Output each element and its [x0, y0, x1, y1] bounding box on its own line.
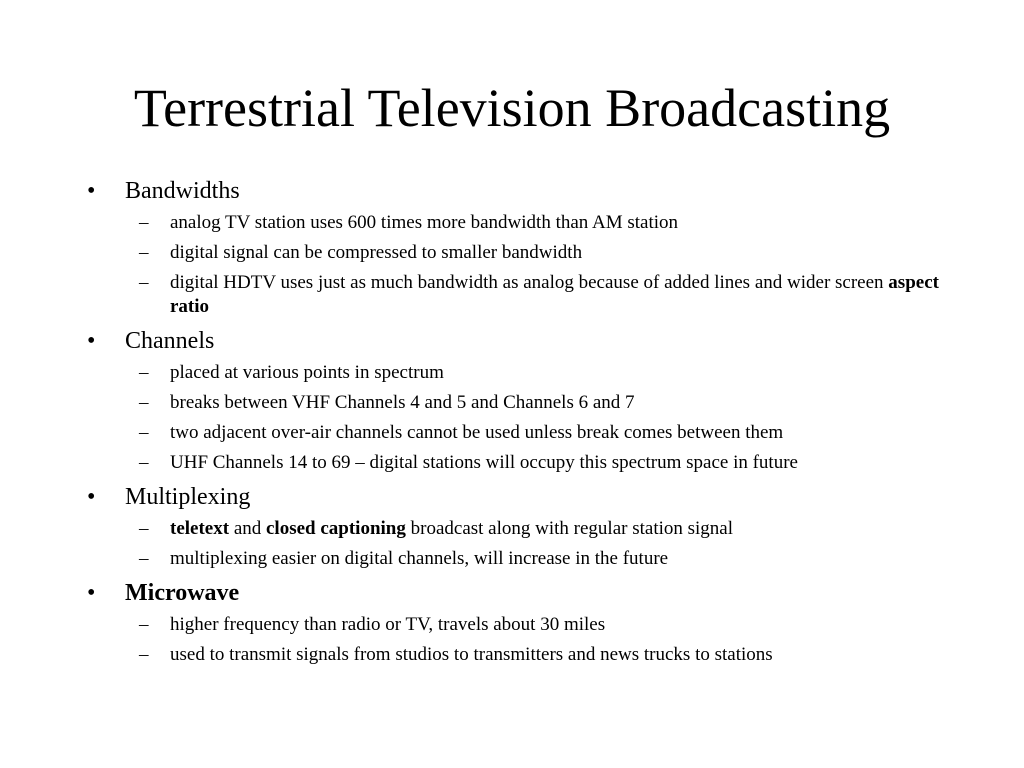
sub-bullet-item — [125, 547, 947, 571]
sub-bullet-item — [125, 613, 947, 637]
sub-bullet-item — [125, 517, 947, 541]
dash-marker: – — [139, 518, 149, 539]
bullet-label: Bandwidths — [125, 178, 240, 204]
sub-bullet-item — [125, 643, 947, 667]
bullet-item — [87, 326, 947, 475]
sub-bullet-text: higher frequency than radio or TV, travels about 30 miles — [170, 614, 606, 635]
bullet-label: Channels — [125, 328, 215, 354]
sub-bullet-item — [125, 421, 947, 445]
sub-bullet-text: analog TV station uses 600 times more bandwidth than AM station — [170, 212, 679, 233]
bullet-marker: • — [87, 580, 96, 606]
dash-marker: – — [139, 422, 149, 443]
sub-bullet-text: breaks between VHF Channels 4 and 5 and Channels 6 and 7 — [170, 392, 635, 413]
sub-bullet-emphasis: aspect ratio — [170, 272, 939, 317]
bullet-marker: • — [87, 328, 96, 354]
bullet-list — [87, 176, 947, 667]
sub-bullet-item — [125, 271, 947, 319]
slide-title: Terrestrial Television Broadcasting — [133, 78, 891, 138]
sub-bullet-list — [125, 211, 947, 319]
sub-bullet-text: digital signal can be compressed to smaller bandwidth — [170, 242, 583, 263]
sub-bullet-text: UHF Channels 14 to 69 – digital stations will occupy this spectrum space in future — [170, 452, 798, 473]
sub-bullet-list — [125, 361, 947, 475]
bullet-item — [87, 482, 947, 571]
bullet-item — [87, 176, 947, 319]
sub-bullet-text: broadcast along with regular station signal — [405, 518, 734, 539]
sub-bullet-item — [125, 211, 947, 235]
dash-marker: – — [139, 548, 149, 569]
sub-bullet-emphasis: closed captioning — [266, 518, 406, 539]
sub-bullet-item — [125, 361, 947, 385]
bullet-item — [87, 578, 947, 667]
sub-bullet-list — [125, 613, 947, 667]
dash-marker: – — [139, 242, 149, 263]
sub-bullet-list — [125, 517, 947, 571]
dash-marker: – — [139, 272, 149, 293]
sub-bullet-item — [125, 451, 947, 475]
sub-bullet-item — [125, 391, 947, 415]
sub-bullet-emphasis: teletext — [170, 518, 230, 539]
bullet-label: Microwave — [125, 580, 240, 606]
dash-marker: – — [139, 452, 149, 473]
bullet-marker: • — [87, 484, 96, 510]
sub-bullet-text: used to transmit signals from studios to transmitters and news trucks to stations — [170, 644, 773, 665]
dash-marker: – — [139, 362, 149, 383]
sub-bullet-text: two adjacent over-air channels cannot be used unless break comes between them — [170, 422, 784, 443]
dash-marker: – — [139, 644, 149, 665]
sub-bullet-text: placed at various points in spectrum — [170, 362, 444, 383]
sub-bullet-item — [125, 241, 947, 265]
bullet-marker: • — [87, 178, 96, 204]
bullet-label: Multiplexing — [125, 484, 251, 510]
dash-marker: – — [139, 212, 149, 233]
dash-marker: – — [139, 614, 149, 635]
sub-bullet-text: and — [229, 518, 266, 539]
dash-marker: – — [139, 392, 149, 413]
sub-bullet-text: multiplexing easier on digital channels, will increase in the future — [170, 548, 669, 569]
sub-bullet-text: digital HDTV uses just as much bandwidth as analog because of added lines and wider screen — [170, 272, 889, 293]
